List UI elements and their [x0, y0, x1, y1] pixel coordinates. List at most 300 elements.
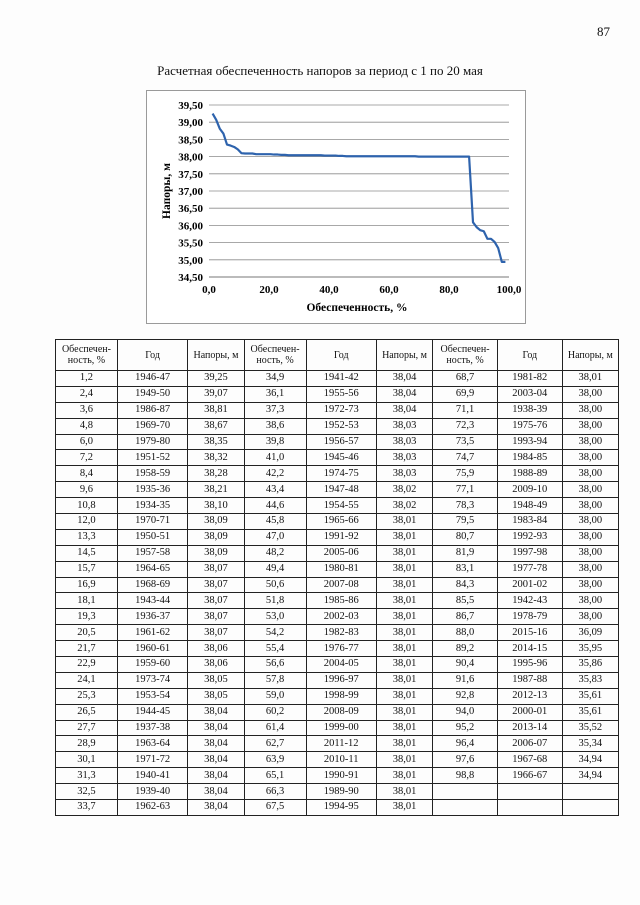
table-row	[56, 704, 619, 720]
table-cell: 1964-65	[117, 561, 187, 577]
y-tick-label: 36,00	[178, 220, 203, 233]
table-cell: 61,4	[244, 720, 306, 736]
table-cell: 1938-39	[497, 402, 562, 418]
table-cell: 38,00	[562, 593, 618, 609]
table-row	[56, 593, 619, 609]
table-cell: 86,7	[433, 609, 498, 625]
table-cell: 60,2	[244, 704, 306, 720]
table-cell: 38,01	[376, 514, 432, 530]
table-cell: 1954-55	[306, 498, 376, 514]
table-cell: 84,3	[433, 577, 498, 593]
table-row	[56, 800, 619, 816]
table-cell: 1971-72	[117, 752, 187, 768]
table-cell: 38,00	[562, 482, 618, 498]
table-cell: 2002-03	[306, 609, 376, 625]
x-tick-label: 80,0	[439, 284, 459, 296]
table-cell: 1960-61	[117, 641, 187, 657]
table-row	[56, 768, 619, 784]
data-table	[55, 339, 619, 816]
table-cell: 35,86	[562, 657, 618, 673]
table-cell: 83,1	[433, 561, 498, 577]
table-row	[56, 736, 619, 752]
table-row	[56, 672, 619, 688]
table-cell: 38,21	[188, 482, 244, 498]
table-cell: 38,06	[188, 657, 244, 673]
table-cell: 1990-91	[306, 768, 376, 784]
y-tick-label: 39,50	[178, 100, 203, 112]
table-cell: 38,09	[188, 545, 244, 561]
column-header: Напоры, м	[188, 340, 244, 371]
table-cell: 65,1	[244, 768, 306, 784]
table-cell: 88,0	[433, 625, 498, 641]
table-cell: 1974-75	[306, 466, 376, 482]
table-cell: 38,10	[188, 498, 244, 514]
table-cell: 1941-42	[306, 371, 376, 387]
series-line	[213, 114, 506, 262]
column-header: Напоры, м	[562, 340, 618, 371]
table-row	[56, 418, 619, 434]
table-cell: 38,01	[376, 688, 432, 704]
table-header-row	[56, 340, 619, 371]
x-tick-label: 100,0	[496, 284, 522, 296]
table-cell: 2007-08	[306, 577, 376, 593]
table-cell	[433, 784, 498, 800]
table-cell: 1946-47	[117, 371, 187, 387]
table-cell: 1979-80	[117, 434, 187, 450]
table-cell: 1936-37	[117, 609, 187, 625]
table-cell: 74,7	[433, 450, 498, 466]
table-row	[56, 434, 619, 450]
y-tick-label: 35,50	[178, 237, 203, 250]
table-row	[56, 688, 619, 704]
table-cell: 1951-52	[117, 450, 187, 466]
table-cell: 94,0	[433, 704, 498, 720]
table-cell: 1976-77	[306, 641, 376, 657]
table-cell: 24,1	[56, 672, 118, 688]
table-cell: 1944-45	[117, 704, 187, 720]
table-cell: 1994-95	[306, 800, 376, 816]
table-cell: 85,5	[433, 593, 498, 609]
table-cell: 48,2	[244, 545, 306, 561]
table-cell: 1934-35	[117, 498, 187, 514]
table-cell: 38,00	[562, 529, 618, 545]
table-cell: 38,01	[376, 609, 432, 625]
chart-area	[146, 90, 526, 324]
table-cell: 1937-38	[117, 720, 187, 736]
table-cell: 38,05	[188, 672, 244, 688]
table-cell: 38,00	[562, 386, 618, 402]
chart-gridlines	[209, 105, 509, 277]
table-cell: 38,28	[188, 466, 244, 482]
table-cell: 28,9	[56, 736, 118, 752]
table-cell: 38,04	[188, 768, 244, 784]
table-cell: 1969-70	[117, 418, 187, 434]
table-cell: 62,7	[244, 736, 306, 752]
table-cell: 36,1	[244, 386, 306, 402]
table-cell: 96,4	[433, 736, 498, 752]
table-cell: 1989-90	[306, 784, 376, 800]
y-tick-label: 39,00	[178, 117, 203, 130]
x-tick-label: 60,0	[379, 284, 399, 296]
table-cell: 3,6	[56, 402, 118, 418]
table-cell: 72,3	[433, 418, 498, 434]
table-cell: 38,00	[562, 450, 618, 466]
table-cell: 1995-96	[497, 657, 562, 673]
table-cell: 79,5	[433, 514, 498, 530]
table-row	[56, 386, 619, 402]
table-cell: 1958-59	[117, 466, 187, 482]
table-cell: 7,2	[56, 450, 118, 466]
table-cell: 57,8	[244, 672, 306, 688]
table-cell: 31,3	[56, 768, 118, 784]
table-cell: 38,01	[376, 720, 432, 736]
table-cell: 1985-86	[306, 593, 376, 609]
x-tick-label: 40,0	[319, 284, 339, 296]
table-cell: 44,6	[244, 498, 306, 514]
column-header: Год	[497, 340, 562, 371]
table-cell: 35,95	[562, 641, 618, 657]
table-cell: 20,5	[56, 625, 118, 641]
table-cell: 38,00	[562, 514, 618, 530]
table-cell: 2013-14	[497, 720, 562, 736]
x-axis-label: Обеспеченность, %	[306, 302, 408, 314]
table-cell: 1970-71	[117, 514, 187, 530]
table-cell: 34,94	[562, 768, 618, 784]
table-cell: 1967-68	[497, 752, 562, 768]
table-cell: 38,01	[376, 545, 432, 561]
table-cell: 12,0	[56, 514, 118, 530]
table-cell: 38,07	[188, 577, 244, 593]
table-cell: 6,0	[56, 434, 118, 450]
table-cell: 37,3	[244, 402, 306, 418]
table-cell: 59,0	[244, 688, 306, 704]
table-row	[56, 784, 619, 800]
table-cell: 1942-43	[497, 593, 562, 609]
table-row	[56, 371, 619, 387]
table-cell: 1992-93	[497, 529, 562, 545]
table-cell: 38,00	[562, 545, 618, 561]
table-cell: 35,61	[562, 704, 618, 720]
table-cell: 38,07	[188, 609, 244, 625]
table-row	[56, 720, 619, 736]
table-cell: 27,7	[56, 720, 118, 736]
table-cell: 2008-09	[306, 704, 376, 720]
table-cell	[433, 800, 498, 816]
table-cell: 13,3	[56, 529, 118, 545]
table-cell: 1966-67	[497, 768, 562, 784]
table-row	[56, 561, 619, 577]
table-cell: 35,34	[562, 736, 618, 752]
table-row	[56, 514, 619, 530]
table-cell: 1935-36	[117, 482, 187, 498]
table-cell: 89,2	[433, 641, 498, 657]
table-cell: 1977-78	[497, 561, 562, 577]
table-cell: 38,04	[376, 402, 432, 418]
table-cell: 38,00	[562, 466, 618, 482]
table-cell: 38,04	[188, 704, 244, 720]
chart-title: Расчетная обеспеченность напоров за период с 1 по 20 мая	[157, 63, 483, 78]
table-cell: 2005-06	[306, 545, 376, 561]
table-cell: 21,7	[56, 641, 118, 657]
table-cell: 38,02	[376, 498, 432, 514]
x-axis-ticks	[202, 284, 522, 296]
table-cell: 1947-48	[306, 482, 376, 498]
table-cell: 1980-81	[306, 561, 376, 577]
table-cell: 1962-63	[117, 800, 187, 816]
table-cell: 32,5	[56, 784, 118, 800]
table-cell: 38,06	[188, 641, 244, 657]
series-layer	[213, 114, 506, 262]
table-cell: 1975-76	[497, 418, 562, 434]
table-cell: 4,8	[56, 418, 118, 434]
table-cell: 35,83	[562, 672, 618, 688]
table-cell: 38,04	[188, 800, 244, 816]
table-cell: 75,9	[433, 466, 498, 482]
table-cell: 1982-83	[306, 625, 376, 641]
table-cell: 38,04	[188, 784, 244, 800]
y-tick-label: 35,00	[178, 254, 203, 267]
column-header: Год	[117, 340, 187, 371]
table-cell: 38,01	[376, 529, 432, 545]
table-row	[56, 625, 619, 641]
table-cell: 38,05	[188, 688, 244, 704]
table-cell: 38,01	[376, 800, 432, 816]
table-cell: 39,25	[188, 371, 244, 387]
table-row	[56, 466, 619, 482]
table-row	[56, 657, 619, 673]
table-cell: 1997-98	[497, 545, 562, 561]
table-cell: 38,01	[376, 593, 432, 609]
table-cell: 47,0	[244, 529, 306, 545]
table-cell: 55,4	[244, 641, 306, 657]
table-cell: 39,07	[188, 386, 244, 402]
table-cell: 38,01	[376, 561, 432, 577]
table-cell: 49,4	[244, 561, 306, 577]
table-cell: 1998-99	[306, 688, 376, 704]
table-cell: 38,01	[376, 704, 432, 720]
table-cell: 51,8	[244, 593, 306, 609]
table-cell: 1965-66	[306, 514, 376, 530]
table-cell: 14,5	[56, 545, 118, 561]
table-cell: 19,3	[56, 609, 118, 625]
table-cell: 53,0	[244, 609, 306, 625]
table-cell: 2010-11	[306, 752, 376, 768]
table-cell: 1945-46	[306, 450, 376, 466]
table-cell: 38,32	[188, 450, 244, 466]
table-cell: 2001-02	[497, 577, 562, 593]
table-cell: 30,1	[56, 752, 118, 768]
table-cell: 78,3	[433, 498, 498, 514]
table-cell: 8,4	[56, 466, 118, 482]
table-row	[56, 577, 619, 593]
table-cell: 1959-60	[117, 657, 187, 673]
table-cell: 1968-69	[117, 577, 187, 593]
column-header: Напоры, м	[376, 340, 432, 371]
table-cell: 38,01	[376, 625, 432, 641]
table-cell: 1953-54	[117, 688, 187, 704]
table-cell: 1963-64	[117, 736, 187, 752]
table-cell: 1983-84	[497, 514, 562, 530]
table-cell: 91,6	[433, 672, 498, 688]
x-tick-label: 0,0	[202, 284, 216, 296]
table-cell	[562, 784, 618, 800]
table-cell: 38,03	[376, 434, 432, 450]
table-cell: 1955-56	[306, 386, 376, 402]
head-duration-chart	[147, 91, 525, 323]
table-cell: 71,1	[433, 402, 498, 418]
table-cell: 1949-50	[117, 386, 187, 402]
table-row	[56, 609, 619, 625]
table-row	[56, 641, 619, 657]
table-cell: 38,01	[376, 577, 432, 593]
table-cell: 45,8	[244, 514, 306, 530]
table-cell: 43,4	[244, 482, 306, 498]
column-header: Обеспечен-ность, %	[56, 340, 118, 371]
table-cell: 33,7	[56, 800, 118, 816]
table-cell: 38,03	[376, 450, 432, 466]
y-tick-label: 38,50	[178, 134, 203, 147]
table-cell: 38,6	[244, 418, 306, 434]
table-cell: 38,03	[376, 418, 432, 434]
table-cell: 22,9	[56, 657, 118, 673]
table-cell: 2003-04	[497, 386, 562, 402]
table-cell: 80,7	[433, 529, 498, 545]
table-cell: 38,01	[376, 736, 432, 752]
table-cell: 38,01	[376, 672, 432, 688]
table-cell: 1978-79	[497, 609, 562, 625]
table-cell: 1952-53	[306, 418, 376, 434]
table-cell: 66,3	[244, 784, 306, 800]
table-cell: 38,04	[188, 736, 244, 752]
table-cell: 1939-40	[117, 784, 187, 800]
table-cell: 90,4	[433, 657, 498, 673]
table-cell: 92,8	[433, 688, 498, 704]
table-cell: 38,04	[376, 386, 432, 402]
table-cell: 38,01	[376, 657, 432, 673]
table-cell: 1957-58	[117, 545, 187, 561]
table-cell: 1961-62	[117, 625, 187, 641]
y-tick-label: 34,50	[178, 272, 203, 284]
table-cell: 2011-12	[306, 736, 376, 752]
table-row	[56, 529, 619, 545]
table-row	[56, 752, 619, 768]
table-cell: 38,35	[188, 434, 244, 450]
table-cell: 1988-89	[497, 466, 562, 482]
table-cell: 1973-74	[117, 672, 187, 688]
table-cell: 2004-05	[306, 657, 376, 673]
table-cell: 1940-41	[117, 768, 187, 784]
table-cell: 68,7	[433, 371, 498, 387]
y-tick-label: 37,50	[178, 168, 203, 181]
table-cell: 63,9	[244, 752, 306, 768]
table-cell: 38,09	[188, 529, 244, 545]
table-cell: 2000-01	[497, 704, 562, 720]
y-tick-label: 37,00	[178, 186, 203, 198]
table-cell: 1991-92	[306, 529, 376, 545]
table-cell: 38,00	[562, 434, 618, 450]
table-cell: 1984-85	[497, 450, 562, 466]
table-cell: 38,07	[188, 625, 244, 641]
table-cell: 1981-82	[497, 371, 562, 387]
table-cell: 2012-13	[497, 688, 562, 704]
table-cell: 42,2	[244, 466, 306, 482]
table-cell: 35,52	[562, 720, 618, 736]
table-cell	[497, 800, 562, 816]
table-cell: 50,6	[244, 577, 306, 593]
table-cell: 38,04	[376, 371, 432, 387]
table-cell: 38,00	[562, 498, 618, 514]
table-cell: 1987-88	[497, 672, 562, 688]
table-cell	[562, 800, 618, 816]
x-tick-label: 20,0	[259, 284, 279, 296]
table-cell: 38,07	[188, 561, 244, 577]
table-cell: 38,09	[188, 514, 244, 530]
table-cell: 26,5	[56, 704, 118, 720]
table-cell: 77,1	[433, 482, 498, 498]
page-number: 87	[597, 24, 610, 39]
table-row	[56, 482, 619, 498]
table-row	[56, 402, 619, 418]
table-cell: 38,01	[376, 768, 432, 784]
table-cell: 15,7	[56, 561, 118, 577]
table-cell: 16,9	[56, 577, 118, 593]
table-cell: 69,9	[433, 386, 498, 402]
table-cell: 38,00	[562, 561, 618, 577]
table-cell: 38,01	[376, 784, 432, 800]
table-cell: 98,8	[433, 768, 498, 784]
table-cell: 2014-15	[497, 641, 562, 657]
table-cell: 1999-00	[306, 720, 376, 736]
table-cell: 38,00	[562, 577, 618, 593]
table-cell: 34,9	[244, 371, 306, 387]
table-cell: 38,67	[188, 418, 244, 434]
y-tick-label: 36,50	[178, 203, 203, 216]
table-cell: 36,09	[562, 625, 618, 641]
column-header: Год	[306, 340, 376, 371]
table-cell: 39,8	[244, 434, 306, 450]
table-row	[56, 498, 619, 514]
table-cell: 41,0	[244, 450, 306, 466]
table-cell: 97,6	[433, 752, 498, 768]
table-cell: 38,00	[562, 609, 618, 625]
table-cell: 38,04	[188, 752, 244, 768]
table-cell: 67,5	[244, 800, 306, 816]
table-cell: 2,4	[56, 386, 118, 402]
table-cell: 25,3	[56, 688, 118, 704]
table-cell: 2006-07	[497, 736, 562, 752]
y-axis-ticks	[178, 100, 203, 284]
table-cell: 54,2	[244, 625, 306, 641]
table-cell: 34,94	[562, 752, 618, 768]
table-cell: 1986-87	[117, 402, 187, 418]
y-tick-label: 38,00	[178, 151, 203, 164]
table-cell: 1972-73	[306, 402, 376, 418]
table-cell: 95,2	[433, 720, 498, 736]
table-cell: 38,01	[376, 752, 432, 768]
table-cell: 1,2	[56, 371, 118, 387]
table-cell: 1993-94	[497, 434, 562, 450]
y-axis-label: Напоры, м	[161, 163, 173, 219]
table-cell: 1948-49	[497, 498, 562, 514]
column-header: Обеспечен-ность, %	[244, 340, 306, 371]
table-cell: 2009-10	[497, 482, 562, 498]
table-cell: 35,61	[562, 688, 618, 704]
table-cell: 81,9	[433, 545, 498, 561]
column-header: Обеспечен-ность, %	[433, 340, 498, 371]
table-cell: 9,6	[56, 482, 118, 498]
table-cell	[497, 784, 562, 800]
table-row	[56, 450, 619, 466]
